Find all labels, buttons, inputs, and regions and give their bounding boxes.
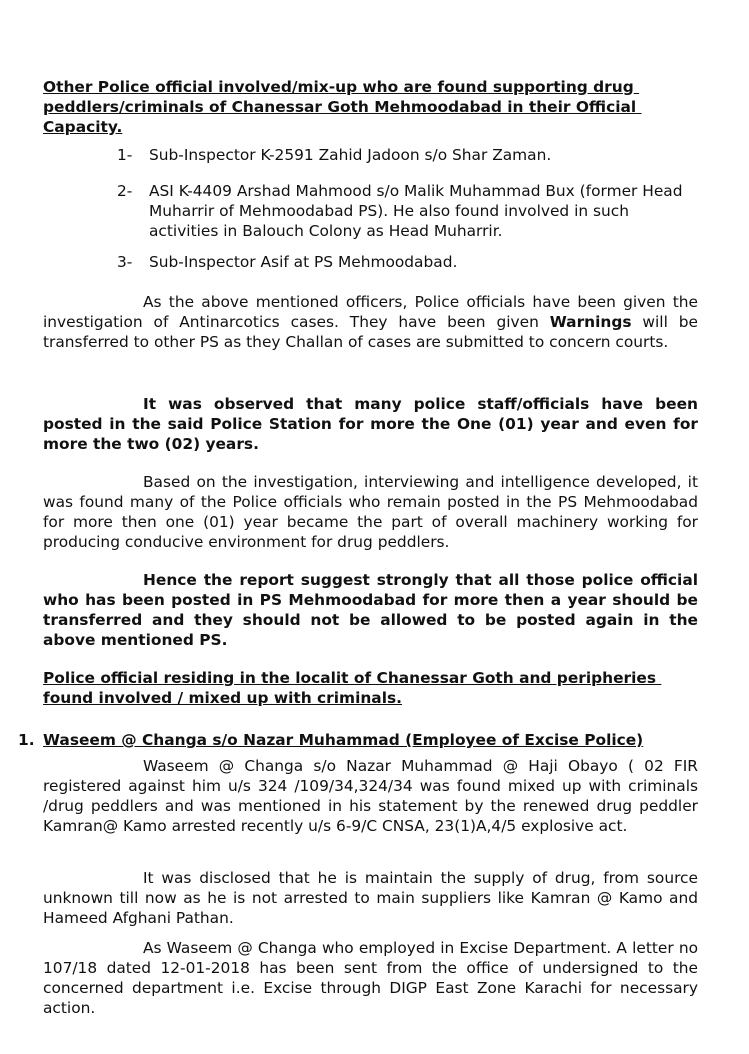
paragraph-waseem-details: Waseem @ Changa s/o Nazar Muhammad @ Haji Obayo ( 02 FIR registered against him u/s 324 /109/34,324/34 was found mixed up with criminals /drug peddlers and was mentioned in his statement by the renewed drug peddler Kamran@ Kamo arrested recently u/s 6-9/C CNSA, 23(1)A,4/5 explosive act. <box>43 757 703 835</box>
paragraph-observation: It was observed that many police staff/officials have been posted in the said Police Station for more the One (01) year and even for more the two (02) years. <box>43 395 704 453</box>
officer-item: Sub-Inspector Asif at PS Mehmoodabad. <box>149 253 458 271</box>
item-number: 1. <box>18 731 35 749</box>
section-heading-officials: Other Police official involved/mix-up who are found supporting drug peddlers/criminals of Chanessar Goth Mehmoodabad in their Official Capacity. <box>43 78 642 136</box>
section-heading-residents: Police official residing in the localit of Chanessar Goth and peripheries found involved / mixed up with criminals. <box>43 669 662 707</box>
officer-number: 2- <box>117 182 133 200</box>
warnings-text-after: will be transferred to other PS as they Challan of cases are submitted to concern courts. <box>43 313 703 351</box>
paragraph-supply: It was disclosed that he is maintain the supply of drug, from source unknown till now as he is not arrested to main suppliers like Kamran @ Kamo and Hameed Afghani Pathan. <box>43 869 703 927</box>
paragraph-investigation: Based on the investigation, interviewing and intelligence developed, it was found many of the Police officials who remain posted in the PS Mehmoodabad for more then one (01) year became the part of overall machinery working for producing conducive environment for drug peddlers. <box>43 473 703 551</box>
warnings-bold: Warnings <box>549 313 632 331</box>
officer-item: ASI K-4409 Arshad Mahmood s/o Malik Muhammad Bux (former Head Muharrir of Mehmoodabad PS). He also found involved in such activities in Balouch Colony as Head Muharrir. <box>149 182 683 240</box>
warnings-text-before: As the above mentioned officers, Police officials have been given the investigation of Antinarcotics cases. They have been given <box>43 293 703 331</box>
item-title: Waseem @ Changa s/o Nazar Muhammad (Employee of Excise Police) <box>43 731 644 749</box>
officer-item: Sub-Inspector K-2591 Zahid Jadoon s/o Shar Zaman. <box>149 146 552 164</box>
paragraph-recommendation: Hence the report suggest strongly that all those police official who has been posted in PS Mehmoodabad for more then a year should be transferred and they should not be allowed to be posted again in the above mentioned PS. <box>43 571 704 649</box>
officer-number: 1- <box>117 146 133 164</box>
officer-number: 3- <box>117 253 133 271</box>
paragraph-warnings <box>43 292 703 352</box>
paragraph-letter: As Waseem @ Changa who employed in Excise Department. A letter no 107/18 dated 12-01-2018 has been sent from the office of undersigned to the concerned department i.e. Excise through DIGP East Zone Karachi for necessary action. <box>43 939 703 1017</box>
